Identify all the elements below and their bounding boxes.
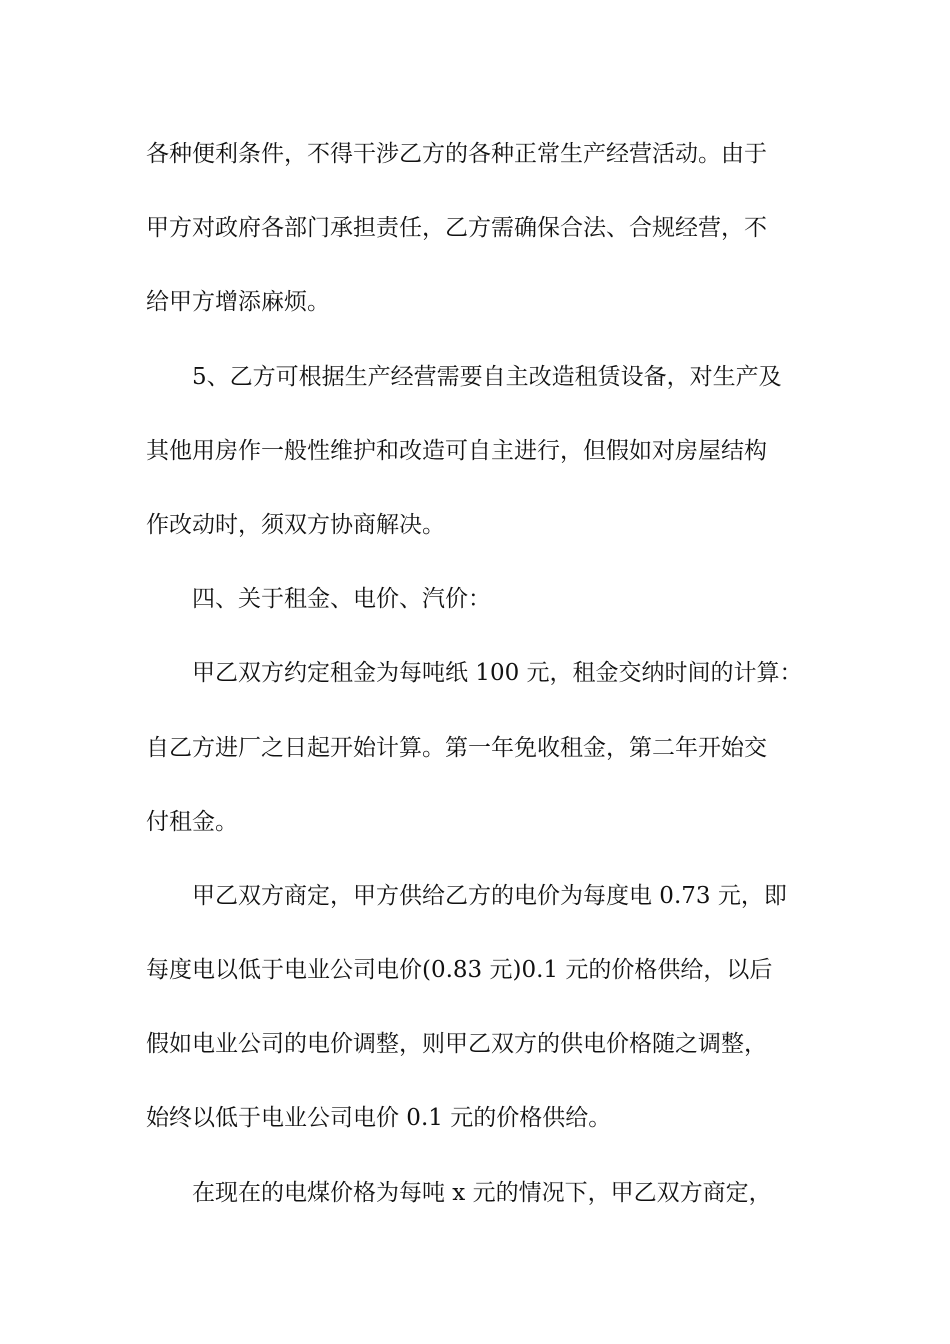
paragraph-line-4: 5、乙方可根据生产经营需要自主改造租赁设备，对生产及 <box>192 363 782 390</box>
paragraph-line-9: 自乙方进厂之日起开始计算。第一年免收租金，第二年开始交 <box>146 734 767 761</box>
paragraph-line-3: 给甲方增添麻烦。 <box>146 289 330 316</box>
document-body <box>146 136 806 1249</box>
paragraph-line-5: 其他用房作一般性维护和改造可自主进行，但假如对房屋结构 <box>146 437 767 464</box>
paragraph-line-13: 假如电业公司的电价调整，则甲乙双方的供电价格随之调整， <box>146 1031 767 1058</box>
paragraph-line-12: 每度电以低于电业公司电价(0.83 元)0.1 元的价格供给，以后 <box>146 957 773 984</box>
paragraph-line-11: 甲乙双方商定，甲方供给乙方的电价为每度电 0.73 元，即 <box>192 882 787 909</box>
paragraph-line-1: 各种便利条件，不得干涉乙方的各种正常生产经营活动。由于 <box>146 141 767 167</box>
section-heading-rent-prices: 四、关于租金、电价、汽价： <box>192 586 491 613</box>
paragraph-line-10: 付租金。 <box>146 808 238 835</box>
paragraph-line-15: 在现在的电煤价格为每吨 x 元的情况下，甲乙双方商定， <box>192 1179 772 1206</box>
paragraph-line-2: 甲方对政府各部门承担责任，乙方需确保合法、合规经营，不 <box>146 215 767 242</box>
paragraph-line-14: 始终以低于电业公司电价 0.1 元的价格供给。 <box>146 1105 612 1132</box>
paragraph-line-8: 甲乙双方约定租金为每吨纸 100 元，租金交纳时间的计算： <box>192 660 803 687</box>
paragraph-line-6: 作改动时，须双方协商解决。 <box>146 511 445 538</box>
